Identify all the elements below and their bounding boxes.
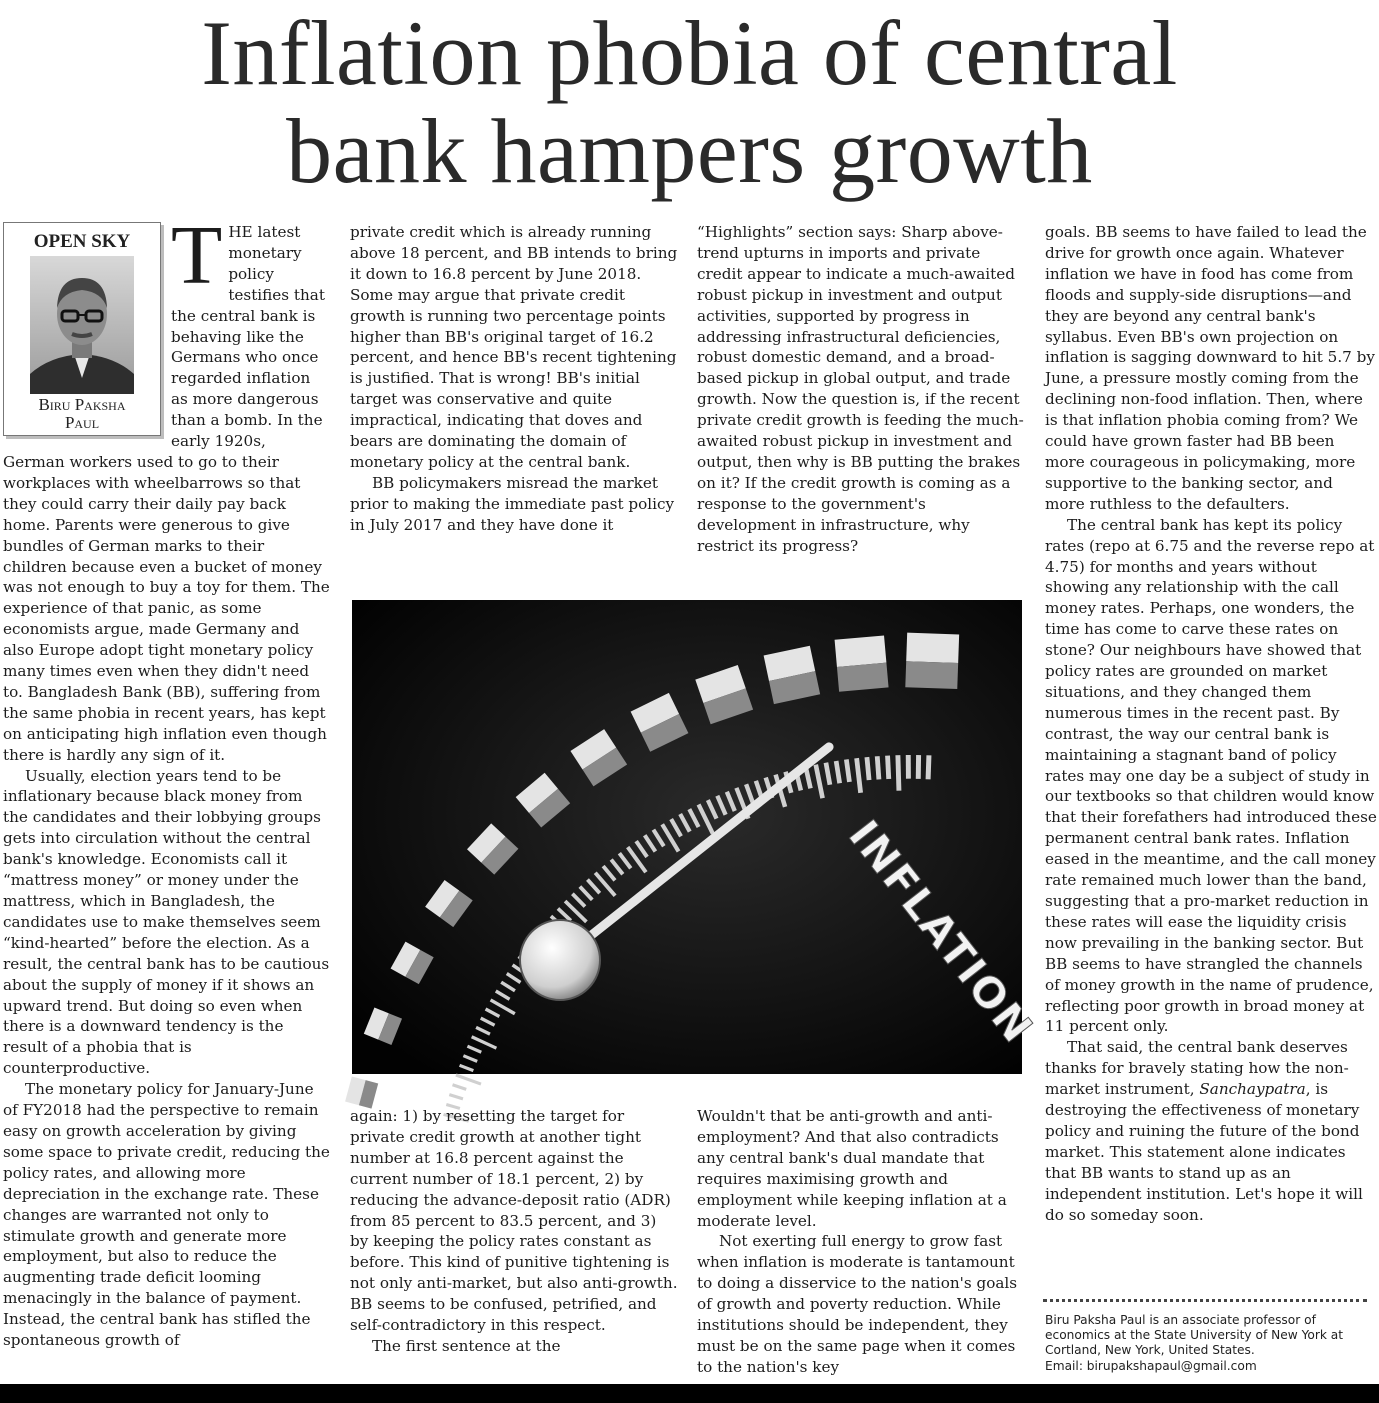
article-column-1: [3, 209, 331, 1372]
article-column-4: [1045, 222, 1377, 1302]
headline: [0, 4, 1379, 200]
gauge-label: INFLATION: [839, 810, 1044, 1053]
paragraph: Usually, election years tend to be inflationary because black money from the candidates and their lobbying groups gets into circulation without the central bank's knowledge. Economists call it “mattress money” or money under the mattress, which in Bangladesh, the candidates use to make themselves seem “kind-hearted” before the election. As a result, the central bank has to be cautious about the supply of money if it shows an upward trend. But doing so even when there is a downward tendency is the result of a phobia that is counterproductive.: [3, 766, 330, 1078]
paragraph: Wouldn't that be anti-growth and anti-employment? And that also contradicts any central bank's dual mandate that requires maximising growth and employment while keeping inflation at a moderate level.: [697, 1107, 1007, 1230]
inflation-gauge-photo: [352, 600, 1044, 1074]
gauge-block: [835, 635, 889, 691]
gauge-tick: [888, 756, 889, 779]
gauge-tick: [846, 759, 849, 782]
paragraph: The monetary policy for January-June of FY2018 had the perspective to remain easy on growth acceleration by giving some space to private credit, reducing the policy rates, and allowing more depreciation in the exchange rate. These changes are warranted not only to stimulate growth and generate more employment, but also to reduce the augmenting trade deficit looming menacingly in the balance of payment. Instead, the central bank has stifled the spontaneous growth of: [3, 1080, 330, 1350]
inflation-gauge-illustration: [352, 600, 1044, 1074]
gauge-block: [345, 1076, 378, 1108]
gauge-tick: [453, 1085, 467, 1090]
paragraph: BB policymakers misread the market prior to making the immediate past policy in July 2017 and they have done it: [350, 473, 675, 534]
dropcap-line: monetary: [228, 243, 302, 262]
paragraph: That said, the central bank deserves thanks for bravely stating how the non-market instrument, Sanchaypatra, is destroying the effectiveness of monetary policy and ruining the future of the bond market. This statement alone indicates that BB wants to stand up as an independent institution. Let's hope it will do so someday soon.: [1045, 1038, 1363, 1224]
gauge-tick: [928, 755, 929, 779]
headline-line-2: bank hampers growth: [286, 100, 1093, 202]
article-column-2-bottom: [350, 1106, 678, 1378]
paragraph: Not exerting full energy to grow fast when inflation is moderate is tantamount to doing a disservice to the nation's goals of growth and poverty reduction. While institutions should be independent, they must be on the same page when it comes to the nation's key: [697, 1232, 1018, 1376]
article-column-3-bottom: [697, 1106, 1029, 1378]
gauge-tick: [877, 756, 879, 779]
columnist-box: [3, 222, 161, 436]
author-email: Email: birupakshapaul@gmail.com: [1045, 1358, 1257, 1373]
page-bottom-bar: [0, 1384, 1379, 1403]
paragraph: testifies that the central bank is behaving like the Germans who once regarded inflation as more dangerous than a bomb. In the early 1920s, German workers used to go to their workplaces with wheelbarrows so that they could carry their daily pay back home. Parents were generous to give bundles of German marks to their children because even a bucket of money was not enough to buy a toy for them. The experience of that panic, as some economists argue, made Germany and also Europe adopt tight monetary policy many times even when they didn't need to. Bangladesh Bank (BB), suffering from the same phobia in recent years, has kept on anticipating high inflation even though there is hardly any sign of it.: [3, 285, 330, 764]
article-column-2-top: [350, 222, 678, 588]
author-footnote: Biru Paksha Paul is an associate professor of economics at the State University of New York at Cortland, New York, United States. Email: birupakshapaul@gmail.com: [1045, 1313, 1370, 1374]
paragraph: goals. BB seems to have failed to lead the drive for growth once again. Whatever inflation we have in food has come from floods and supply-side disruptions—and they are beyond any central bank's syllabus. Even BB's own projection on inflation is sagging downward to hit 5.7 by June, a pressure mostly coming from the declining non-food inflation. Then, where is that inflation phobia coming from? We could have grown faster had BB been more courageous in policymaking, more supportive to the banking sector, and more ruthless to the defaulters.: [1045, 223, 1375, 513]
gauge-block: [764, 646, 821, 704]
italic-term: Sanchaypatra: [1199, 1080, 1306, 1099]
dropcap-line: policy: [228, 264, 274, 283]
footnote-divider: [1043, 1299, 1367, 1302]
author-name: Biru Paksha Paul: [38, 395, 126, 432]
gauge-tick: [867, 757, 869, 780]
column-kicker: OPEN SKY: [33, 231, 131, 252]
gauge-block: [905, 633, 959, 689]
gauge-tick: [898, 755, 899, 791]
author-portrait: [30, 256, 134, 394]
paragraph: again: 1) by resetting the target for private credit growth at another tight number at 16.8 percent against the current number of 18.1 percent, 2) by reducing the advance-deposit ratio (ADR) from 85 percent to 83.5 percent, and 3) by keeping the policy rates constant as before. This kind of punitive tightening is not only anti-market, but also anti-growth. BB seems to be confused, petrified, and self-contradictory in this respect.: [350, 1107, 678, 1335]
paragraph: private credit which is already running above 18 percent, and BB intends to bring it down to 16.8 percent by June 2018. Some may argue that private credit growth is running two percentage points higher than BB's original target of 16.2 percent, and hence BB's recent tightening is justified. That is wrong! BB's initial target was conservative and quite impractical, indicating that doves and bears are dominating the domain of monetary policy at the central bank.: [350, 223, 678, 471]
drop-cap: T: [171, 209, 223, 302]
dropcap-line: HE latest: [228, 223, 301, 241]
gauge-tick: [449, 1095, 463, 1099]
article-column-3-top: [697, 222, 1029, 588]
paragraph: The central bank has kept its policy rates (repo at 6.75 and the reverse repo at 4.75) for months and years without showing any relationship with the call money rates. Perhaps, one wonders, the time has come to carve these rates on stone? Our neighbours have showed that policy rates are grounded on market situations, and they changed them numerous times in the recent past. By contrast, the way our central bank is maintaining a stagnant band of policy rates may one day be a subject of study in our textbooks so that children would know that their forefathers had introduced these permanent central bank rates. Inflation eased in the meantime, and the call money rate remained much lower than the band, suggesting that a pro-market reduction in these rates will ease the liquidity crisis now prevailing in the banking sector. But BB seems to have strangled the channels of money growth in the name of prudence, reflecting poor growth in broad money at 11 percent only.: [1045, 515, 1377, 1036]
gauge-tick: [456, 1075, 481, 1084]
paragraph: “Highlights” section says: Sharp above-trend upturns in imports and private credit appear to indicate a much-awaited robust pickup in investment and output activities, supported by progress in addressing infrastructural deficiencies, robust domestic demand, and a broad-based pickup in global output, and trade growth. Now the question is, if the recent private credit growth is feeding the much-awaited robust pickup in investment and output, then why is BB putting the brakes on it? If the credit growth is coming as a response to the government's development in infrastructure, why restrict its progress?: [697, 223, 1024, 555]
gauge-needle-hub: [520, 920, 600, 1000]
paragraph: The first sentence at the: [372, 1336, 561, 1355]
headline-line-1: Inflation phobia of central: [201, 2, 1178, 104]
